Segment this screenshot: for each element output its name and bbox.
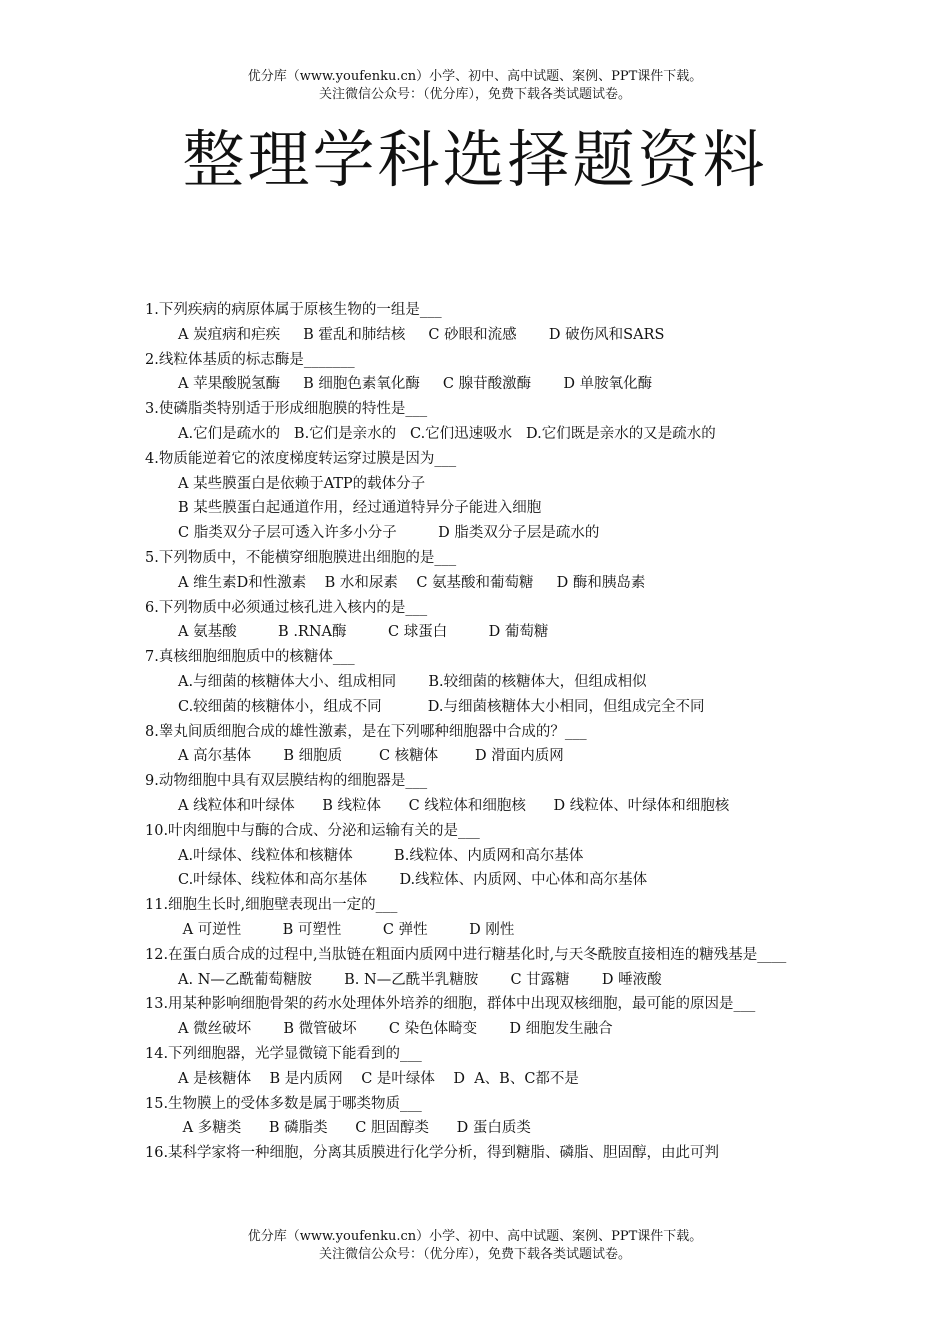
question-options: A 维生素D和性激素 B 水和尿素 C 氨基酸和葡萄糖 D 酶和胰岛素 [178,574,646,591]
page-header [0,68,950,104]
question-options: C.叶绿体、线粒体和高尔基体 D.线粒体、内质网、中心体和高尔基体 [178,872,648,889]
question-stem: 14.下列细胞器，光学显微镜下能看到的___ [145,1045,422,1062]
question-options: A 苹果酸脱氢酶 B 细胞色素氧化酶 C 腺苷酸激酶 D 单胺氧化酶 [178,376,653,393]
question-stem: 12.在蛋白质合成的过程中,当肽链在粗面内质网中进行糖基化时,与天冬酰胺直接相连的糖残基是____ [145,946,787,963]
question-list [145,298,810,1166]
question-item [145,1141,810,1166]
question-item [145,1042,810,1092]
question-options: A 微丝破坏 B 微管破坏 C 染色体畸变 D 细胞发生融合 [178,1021,613,1038]
question-stem: 8.睾丸间质细胞合成的雄性激素，是在下列哪种细胞器中合成的？___ [145,723,587,740]
question-stem: 3.使磷脂类特别适于形成细胞膜的特性是___ [145,401,428,418]
question-options: A 是核糖体 B 是内质网 C 是叶绿体 D A、B、C都不是 [178,1070,579,1087]
question-stem: 10.叶肉细胞中与酶的合成、分泌和运输有关的是___ [145,822,480,839]
question-item [145,298,810,348]
question-stem: 6.下列物质中必须通过核孔进入核内的是___ [145,599,428,616]
question-options: A 某些膜蛋白是依赖于ATP的载体分子 [178,475,426,492]
question-item [145,1092,810,1142]
question-options: A 炭疽病和疟疾 B 霍乱和肺结核 C 砂眼和流感 D 破伤风和SARS [178,326,665,343]
question-options: A.它们是疏水的 B.它们是亲水的 C.它们迅速吸水 D.它们既是亲水的又是疏水的 [178,425,716,442]
question-options: A. N—乙酰葡萄糖胺 B. N—乙酰半乳糖胺 C 甘露糖 D 唾液酸 [178,971,662,988]
footer-line-2: 关注微信公众号：（优分库），免费下载各类试题试卷。 [318,1247,631,1262]
question-options: A 多糖类 B 磷脂类 C 胆固醇类 D 蛋白质类 [178,1120,531,1137]
question-item [145,769,810,819]
question-item [145,720,810,770]
question-item [145,397,810,447]
question-stem: 2.线粒体基质的标志酶是_______ [145,351,355,368]
question-item [145,348,810,398]
question-options: A 氨基酸 B .RNA酶 C 球蛋白 D 葡萄糖 [178,624,549,641]
question-options: B 某些膜蛋白起通道作用，经过通道特异分子能进入细胞 [178,500,542,517]
question-item [145,943,810,993]
question-options: C 脂类双分子层可透入许多小分子 D 脂类双分子层是疏水的 [178,525,600,542]
question-stem: 15.生物膜上的受体多数是属于哪类物质___ [145,1095,422,1112]
question-options: C.较细菌的核糖体小，组成不同 D.与细菌核糖体大小相同，但组成完全不同 [178,698,705,715]
question-item [145,447,810,546]
question-item [145,992,810,1042]
header-line-2: 关注微信公众号：（优分库），免费下载各类试题试卷。 [318,87,631,102]
question-stem: 13.用某种影响细胞骨架的药水处理体外培养的细胞，群体中出现双核细胞，最可能的原因是___ [145,996,756,1013]
header-line-1: 优分库（www.youfenku.cn）小学、初中、高中试题、案例、PPT课件下载。 [247,69,703,84]
question-item [145,645,810,719]
question-stem: 7.真核细胞细胞质中的核糖体___ [145,649,355,666]
question-options: A.叶绿体、线粒体和核糖体 B.线粒体、内质网和高尔基体 [178,847,584,864]
question-item [145,546,810,596]
question-item [145,819,810,893]
question-options: A 线粒体和叶绿体 B 线粒体 C 线粒体和细胞核 D 线粒体、叶绿体和细胞核 [178,797,730,814]
question-stem: 9.动物细胞中具有双层膜结构的细胞器是___ [145,773,428,790]
footer-line-1: 优分库（www.youfenku.cn）小学、初中、高中试题、案例、PPT课件下载。 [247,1229,703,1244]
document-title: 整理学科选择题资料 [182,123,768,196]
question-options: A 可逆性 B 可塑性 C 弹性 D 刚性 [178,921,515,938]
question-stem: 4.物质能逆着它的浓度梯度转运穿过膜是因为___ [145,450,457,467]
question-stem: 11.细胞生长时,细胞壁表现出一定的___ [145,897,398,914]
question-stem: 5.下列物质中，不能横穿细胞膜进出细胞的是___ [145,549,457,566]
question-stem: 1.下列疾病的病原体属于原核生物的一组是___ [145,302,442,318]
question-item [145,893,810,943]
question-stem: 16.某科学家将一种细胞，分离其质膜进行化学分析，得到糖脂、磷脂、胆固醇，由此可判 [145,1145,720,1162]
question-item [145,596,810,646]
page-footer [0,1228,950,1264]
question-options: A 高尔基体 B 细胞质 C 核糖体 D 滑面内质网 [178,748,564,765]
question-options: A.与细菌的核糖体大小、组成相同 B.较细菌的核糖体大，但组成相似 [178,673,647,690]
